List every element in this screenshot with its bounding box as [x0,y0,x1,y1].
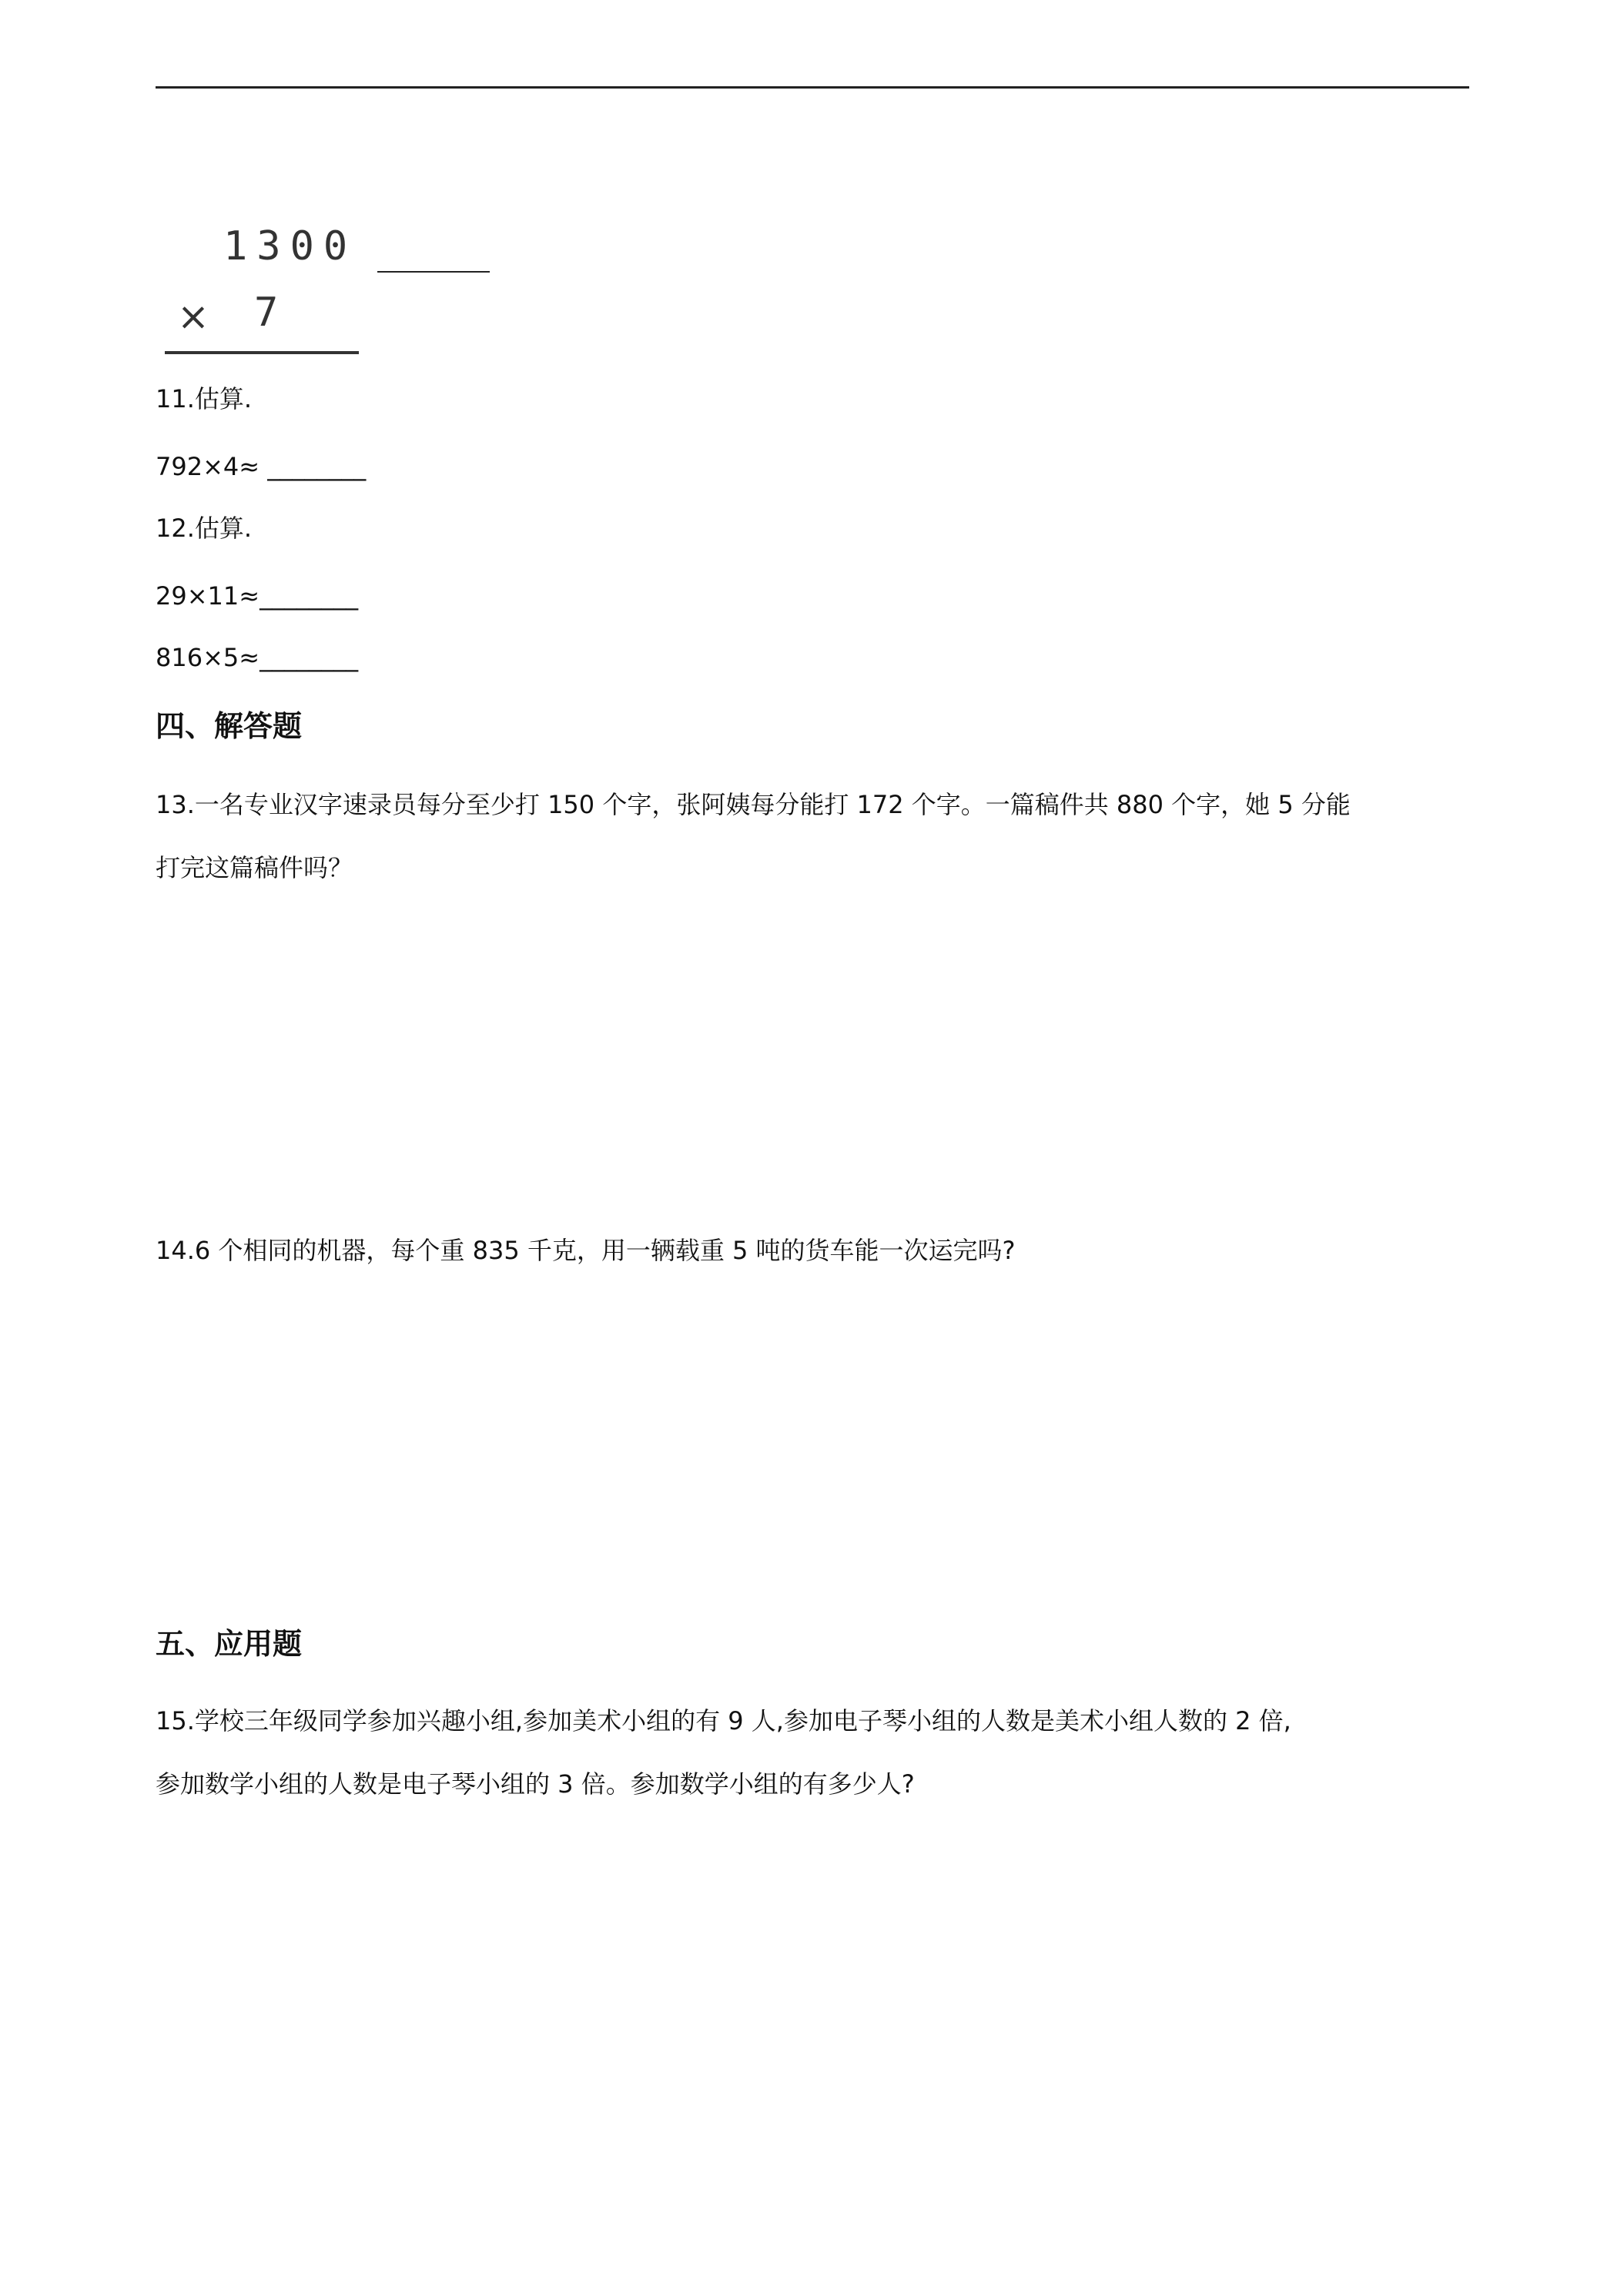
q15-text [156,1689,1472,1816]
q15-line-2: 参加数学小组的人数是电子琴小组的 3 倍。参加数学小组的有多少人? [156,1769,915,1799]
q14-text: 14.6 个相同的机器，每个重 835 千克，用一辆载重 5 吨的货车能一次运完吗? [156,1236,1016,1265]
q12-expression-1: 29×11≈________ [156,581,359,611]
q11-expression: 792×4≈ ________ [156,452,367,481]
q11-title: 11.估算. [156,384,253,413]
result-bar [165,351,359,354]
q12-title: 12.估算. [156,514,253,543]
header-rule [156,86,1469,89]
multiply-sign: × [177,294,209,339]
q12-expression-2: 816×5≈________ [156,643,359,672]
vertical-multiplication [162,220,362,359]
q13-line-1: 13.一名专业汉字速录员每分至少打 150 个字，张阿姨每分能打 172 个字。一篇稿件共 880 个字，她 5 分能 [156,790,1351,819]
section-5-heading: 五、应用题 [156,1627,303,1661]
q13-line-2: 打完这篇稿件吗？ [156,853,353,882]
section-4-heading: 四、解答题 [156,709,303,743]
multiplier: 7 [254,290,279,336]
q13-text [156,773,1472,899]
multiplicand: 1300 [223,223,357,269]
q15-line-1: 15.学校三年级同学参加兴趣小组,参加美术小组的有 9 人,参加电子琴小组的人数是美术小组人数的 2 倍, [156,1706,1291,1735]
multiplication-answer-blank [377,271,490,273]
